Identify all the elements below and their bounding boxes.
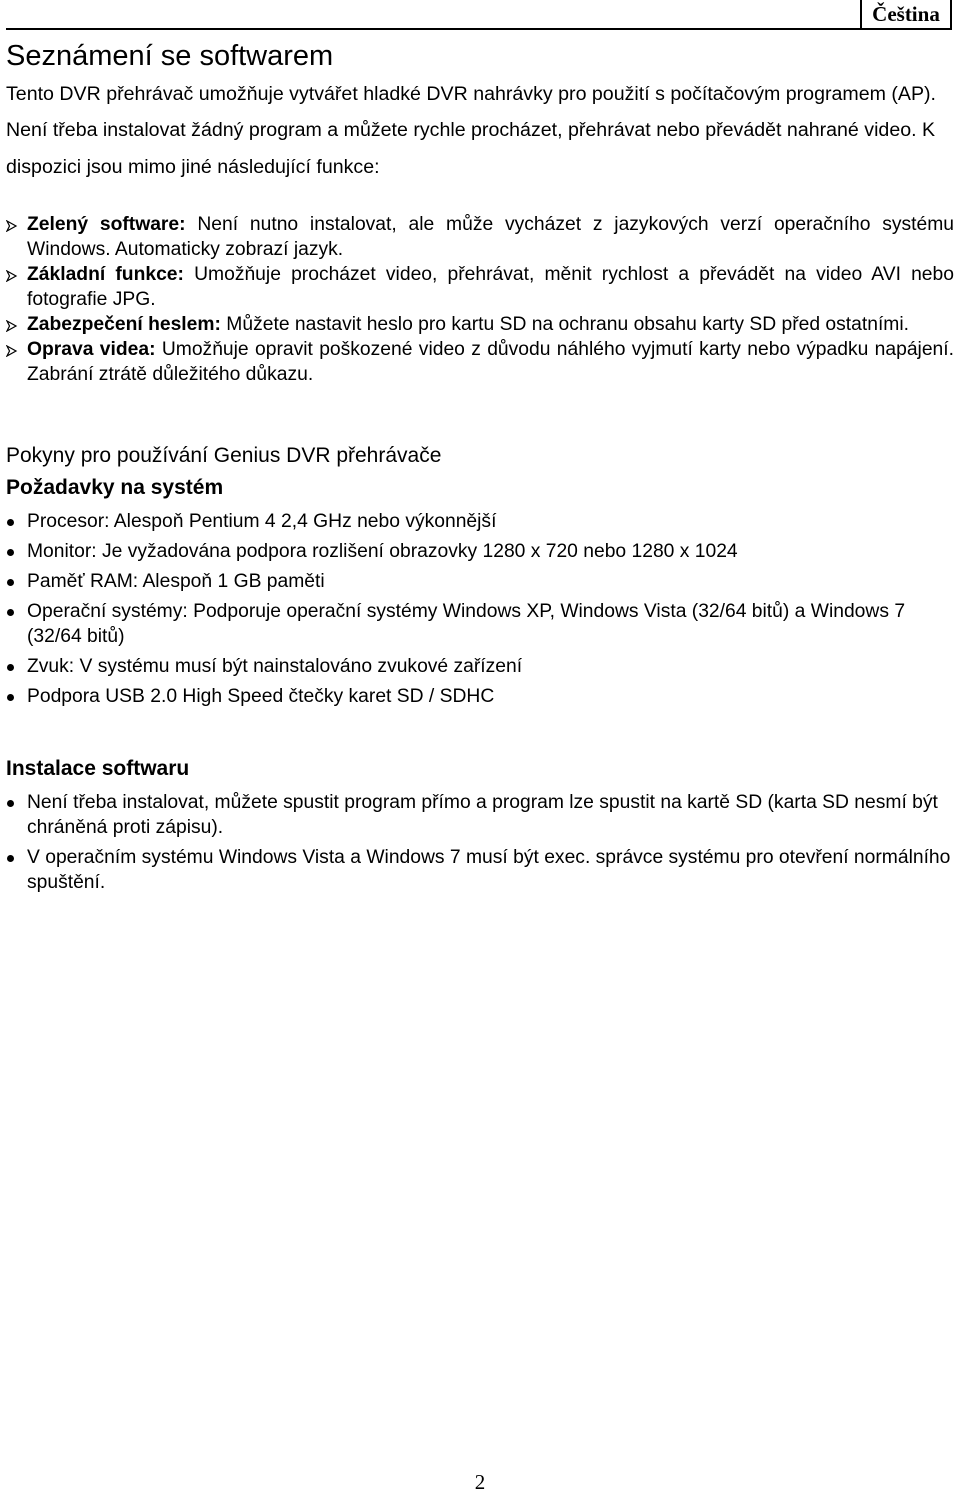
bullet-dot-icon <box>7 609 14 616</box>
arrow-bullet-icon <box>6 220 18 232</box>
feature-item <box>6 312 954 337</box>
requirement-text: Podpora USB 2.0 High Speed čtečky karet SD / SDHC <box>27 686 495 707</box>
feature-heading: Zabezpečení heslem: <box>27 314 221 335</box>
page-number: 2 <box>474 1470 486 1494</box>
bullet-dot-icon <box>7 800 14 807</box>
requirement-item <box>6 684 954 709</box>
installation-list <box>6 790 954 895</box>
requirement-item <box>6 654 954 679</box>
installation-item <box>6 790 954 840</box>
bullet-dot-icon <box>7 519 14 526</box>
requirement-item <box>6 539 954 564</box>
requirement-item <box>6 569 954 594</box>
feature-text: Můžete nastavit heslo pro kartu SD na ochranu obsahu karty SD před ostatními. <box>220 314 910 335</box>
requirements-list <box>6 509 954 709</box>
feature-item <box>6 212 954 262</box>
requirement-text: Paměť RAM: Alespoň 1 GB paměti <box>27 571 325 592</box>
arrow-bullet-icon <box>6 320 18 332</box>
feature-text: Není nutno instalovat, ale může vycházet z jazykových verzí operačního systému Windows. Automaticky zobrazí jazyk. <box>27 214 954 260</box>
installation-item <box>6 845 954 895</box>
bullet-dot-icon <box>7 664 14 671</box>
arrow-bullet-icon <box>6 270 18 282</box>
feature-heading: Oprava videa: <box>27 339 156 360</box>
language-tab: Čeština <box>860 0 952 30</box>
feature-list <box>6 212 954 387</box>
feature-text: Umožňuje procházet video, přehrávat, měnit rychlost a převádět na video AVI nebo fotografie JPG. <box>27 264 954 310</box>
bullet-dot-icon <box>7 855 14 862</box>
feature-heading: Zelený software: <box>27 214 186 235</box>
header-rule <box>6 28 952 30</box>
bullet-dot-icon <box>7 549 14 556</box>
requirement-text: Monitor: Je vyžadována podpora rozlišení obrazovky 1280 x 720 nebo 1280 x 1024 <box>27 541 738 562</box>
feature-text: Umožňuje opravit poškozené video z důvodu náhlého vyjmutí karty nebo výpadku napájení. Zabrání ztrátě důležitého důkazu. <box>27 339 954 385</box>
installation-text: Není třeba instalovat, můžete spustit program přímo a program lze spustit na kartě SD (karta SD nesmí být chráněná proti zápisu). <box>27 792 938 838</box>
page-title: Seznámení se softwarem <box>6 40 334 72</box>
feature-item <box>6 262 954 312</box>
feature-item <box>6 337 954 387</box>
bullet-dot-icon <box>7 694 14 701</box>
installation-text: V operačním systému Windows Vista a Windows 7 musí být exec. správce systému pro otevření normálního spuštění. <box>27 847 951 893</box>
installation-title: Instalace softwaru <box>6 757 190 780</box>
requirement-text: Procesor: Alespoň Pentium 4 2,4 GHz nebo výkonnější <box>27 511 497 532</box>
requirement-item <box>6 599 954 649</box>
guide-title: Pokyny pro používání Genius DVR přehrávače <box>6 444 442 467</box>
requirement-item <box>6 509 954 534</box>
bullet-dot-icon <box>7 579 14 586</box>
arrow-bullet-icon <box>6 345 18 357</box>
intro-paragraph: Tento DVR přehrávač umožňuje vytvářet hladké DVR nahrávky pro použití s počítačovým programem (AP). Není třeba instalovat žádný program a můžete rychle procházet, přehrávat nebo převádět nahrané video. K dispozici jsou mimo jiné následující funkce: <box>6 83 937 178</box>
feature-heading: Základní funkce: <box>27 264 184 285</box>
requirement-text: Zvuk: V systému musí být nainstalováno zvukové zařízení <box>27 656 523 677</box>
requirements-title: Požadavky na systém <box>6 476 224 499</box>
requirement-text: Operační systémy: Podporuje operační systémy Windows XP, Windows Vista (32/64 bitů) a Windows 7 (32/64 bitů) <box>27 601 906 647</box>
